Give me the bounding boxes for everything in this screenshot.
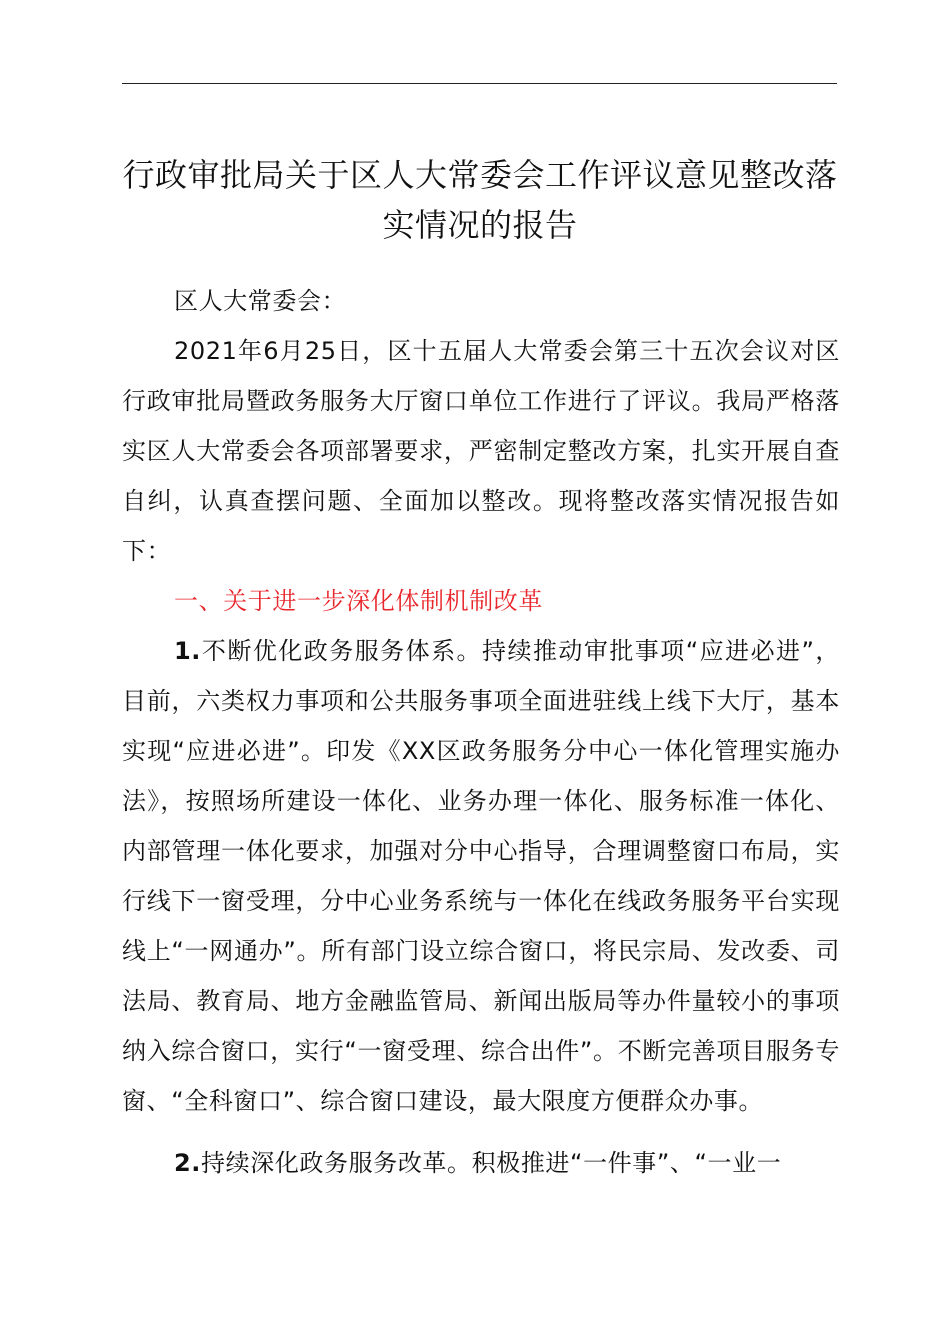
document-title: 行政审批局关于区人大常委会工作评议意见整改落实情况的报告 [122,156,838,244]
intro-paragraph: 2021年6月25日，区十五届人大常委会第三十五次会议对区行政审批局暨政务服务大厅窗口单位工作进行了评议。我局严格落实区人大常委会各项部署要求，严密制定整改方案，扎实开展自查自纠，认真查摆问题、全面加以整改。现将整改落实情况报告如下： [122,337,840,565]
item-2-paragraph [122,1138,840,1188]
item-2-number: 2. [174,1149,202,1177]
header-rule [122,83,837,84]
item-1-paragraph [122,626,840,1126]
document-body [122,276,840,1188]
salutation: 区人大常委会： [174,287,347,315]
section-heading-1: 一、关于进一步深化体制机制改革 [174,587,543,615]
item-1-number: 1. [174,637,202,665]
item-1-text: 不断优化政务服务体系。持续推动审批事项“应进必进”，目前，六类权力事项和公共服务事项全面进驻线上线下大厅，基本实现“应进必进”。印发《XX区政务服务分中心一体化管理实施办法》，按照场所建设一体化、业务办理一体化、服务标准一体化、内部管理一体化要求，加强对分中心指导，合理调整窗口布局，实行线下一窗受理，分中心业务系统与一体化在线政务服务平台实现线上“一网通办”。所有部门设立综合窗口，将民宗局、发改委、司法局、教育局、地方金融监管局、新闻出版局等办件量较小的事项纳入综合窗口，实行“一窗受理、综合出件”。不断完善项目服务专窗、“全科窗口”、综合窗口建设，最大限度方便群众办事。 [122,637,840,1115]
item-2-text: 持续深化政务服务改革。积极推进“一件事”、“一业一 [201,1149,782,1177]
